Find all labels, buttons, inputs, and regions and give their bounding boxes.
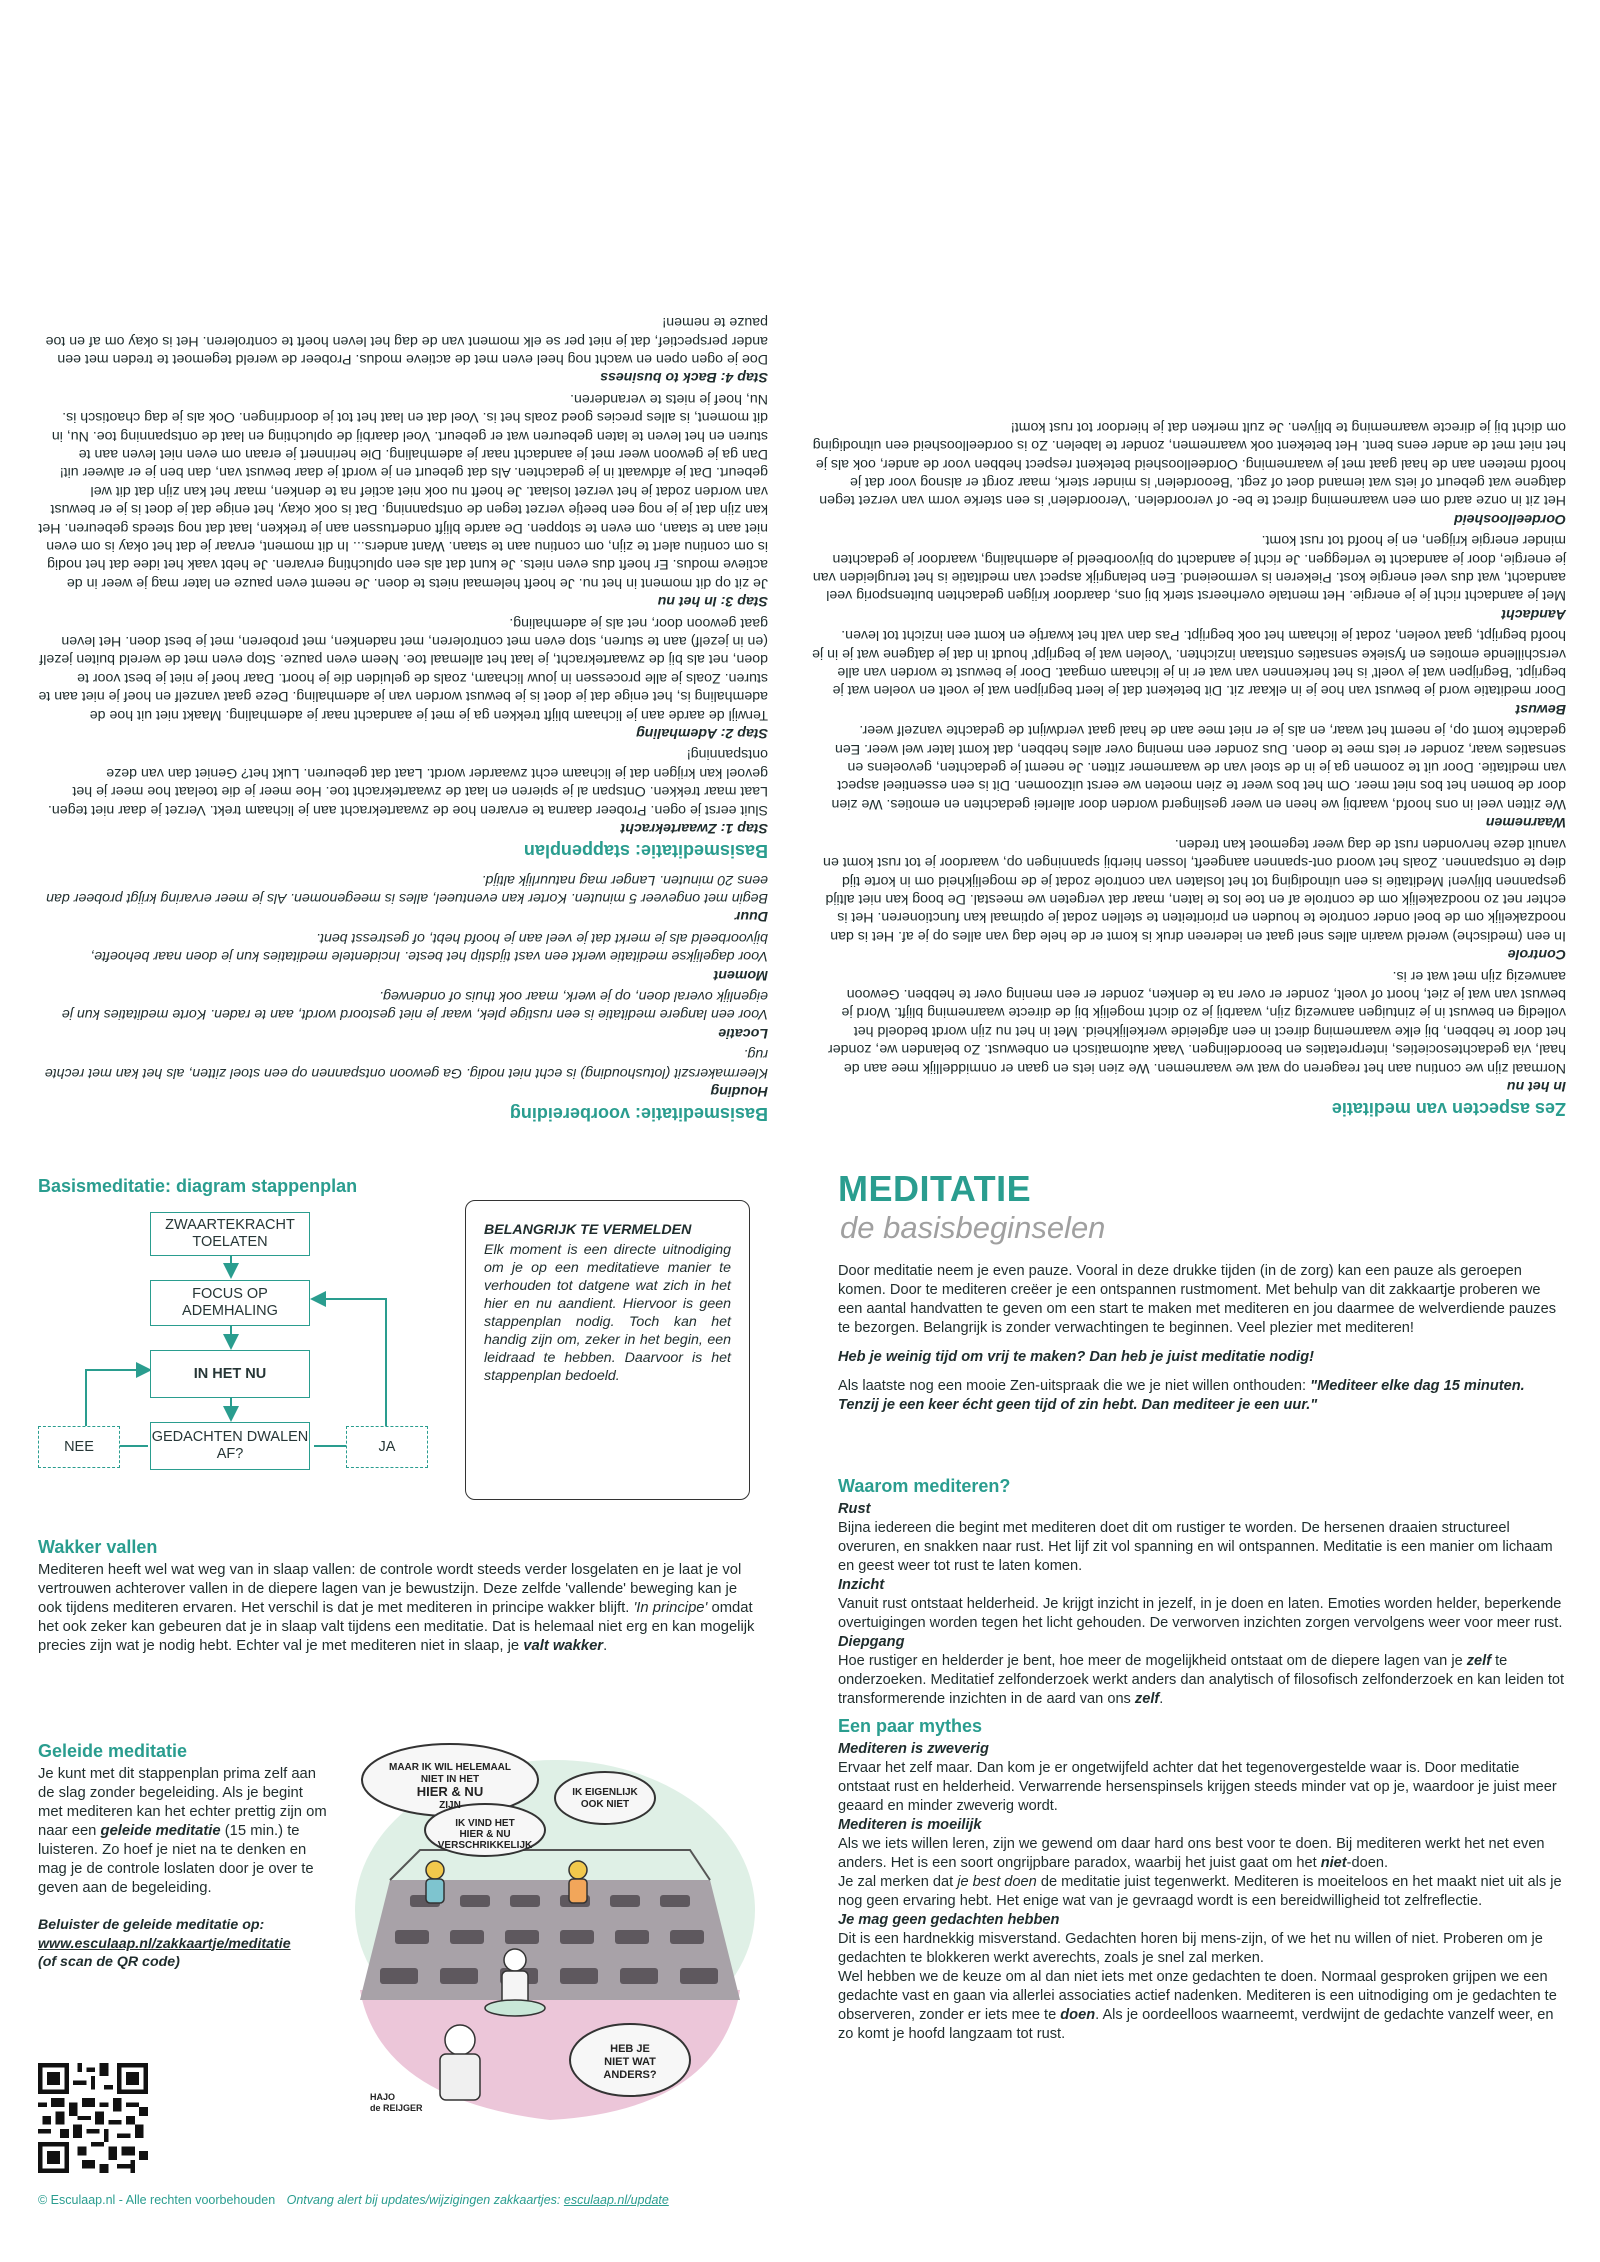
intro-section: [838, 1262, 1568, 1425]
update-link[interactable]: esculaap.nl/update: [563, 2193, 669, 2207]
rust-heading: Rust: [838, 1501, 871, 1517]
box-zwaartekracht: ZWAARTEKRACHT TOELATEN: [150, 1212, 310, 1256]
inzicht-text: Vanuit rust ontstaat helderheid. Je krijgt inzicht in jezelf, in je doen en laten. Emoties worden helder, beperkende overtuigingen worden tegen het licht gehouden. De verworven inzichten zorgen vervolgens weer voor meer rust.: [838, 1596, 1563, 1631]
copyright: © Esculaap.nl - Alle rechten voorbehouden: [38, 2193, 276, 2207]
diagram-title: Basismeditatie: diagram stappenplan: [38, 1176, 358, 1196]
locatie-text: Voor een langere meditatie is een rustige plek, waar je niet gestoord wordt, aan te raden. Korte meditaties kun je eigenlijk overal doen, op je werk, maar ook thuis of onderweg.: [61, 987, 768, 1023]
intro-text: Door meditatie neem je even pauze. Vooral in deze drukke tijden (in de zorg) kan een pauze als geroepen komen. Door te mediteren creëer je een ontspannen rustmoment. Met behulp van dit zakkaartje proberen we een aantal handvatten te geven om een start te maken met mediteren en jou daarmee de welverdiende pauzes te bezorgen. Belangrijk is zonder verwachtingen te beginnen. Veel plezier met mediteren!: [838, 1263, 1556, 1336]
aspect-in-het-nu-heading: In het nu: [1506, 1078, 1566, 1094]
main-subtitle: de basisbeginselen: [840, 1210, 1106, 1245]
main-title: MEDITATIE: [838, 1168, 1032, 1209]
geleide-title: Geleide meditatie: [38, 1741, 188, 1761]
mythe-moeilijk-text-2: Je zal merken dat je best doen de meditatie juist tegenwerkt. Mediteren is moeiteloos en het maakt niet uit als je nog geen ervaring hebt. Het enige wat van je gevraagd wordt is een bereidwilligheid tot zelfreflectie.: [838, 1874, 1562, 1909]
box-ademhaling: FOCUS OP ADEMHALING: [150, 1280, 310, 1326]
geleide-body: Je kunt met dit stappenplan prima zelf aan de slag zonder begeleiding. Als je begint met mediteren kan het echter prettig zijn om naar een geleide meditatie (15 min.) te luisteren. Zo hoef je niet na te denken en mag je de controle loslaten door je over te geven aan de begeleiding.: [38, 1766, 327, 1896]
bubble-3: IK EIGENLIJK: [572, 1787, 638, 1798]
wakker-body: Mediteren heeft wel wat weg van in slaap vallen: de controle wordt steeds verder losgelaten en je laat je vol vertrouwen achterover vallen in de diepere lagen van je bewustzijn. Deze zelfde 'vallende' beweging kan je ook tijdens mediteren ervaren. Het verschil is dat je met mediteren in principe wakker blijft. 'In principe' omdat het ook zeker kan gebeuren dat je in slaap valt tijdens een meditatie. Dat is helemaal niet erg en kan mogelijk precies zijn wat je nodig hebt. Echter val je met mediteren niet in slaap, je valt wakker.: [38, 1562, 755, 1654]
svg-text:VERSCHRIKKELIJK: VERSCHRIKKELIJK: [437, 1840, 533, 1851]
svg-text:HIER & NU: HIER & NU: [459, 1829, 511, 1840]
stap3-text: Je zit op dit moment in het nu. Je hoeft helemaal niets te doen. Je neemt even pauze en later mag je weer in de actieve modus. Er hoeft dus even niets. Je kunt dat als een opluchting ervaren. Je hebt vaak het idee dat het nodig is om continu alert te zijn, om continu aan te staan. Want anders... In dit moment, ervaar je dat het okay is om even niet aan te staan, om even te stoppen. De aarde blijft ondertussen aan je trekken, laat dat nog steeds gebeuren. Het kan zijn dat je je nog een beetje verzet tegen de ontspanning. Dat is ook okay, het enige dat je doet is je er bewust van worden zodat je het verzet loslaat. Je hoeft nu ook niet actief na te denken, maar het kan zijn dat dit wel gebeurt. Dat je afdwaalt in je gedachten. Als dat gebeurt en je wordt je daar bewust van, dan ben je er alweer uit! Dan ga je gewoon weer met je aandacht naar je ademhaling. Die herinnert je eraan om even niet leven aan te sturen en het leven te laten gebeuren wat er gebeurt. Voel daarbij de opluchting en laat de ontspanning toe. Nu, in dit moment, is alles precies goed zoals het is. Voel dat en laat het tot je doordringen. Ook als je dag chaotisch is. Nu, hoef je niets te veranderen.: [38, 390, 768, 591]
mythe-zweverig-heading: Mediteren is zweverig: [838, 1741, 989, 1757]
stap1-heading: Stap 1: Zwaartekracht: [620, 820, 768, 837]
box-in-het-nu: IN HET NU: [150, 1350, 310, 1398]
aspect-aandacht-heading: Aandacht: [1501, 605, 1566, 622]
wakker-section: [38, 1536, 758, 1659]
zes-aspecten-title: Zes aspecten van meditatie: [1331, 1099, 1566, 1119]
box-gedachten: GEDACHTEN DWALEN AF?: [150, 1422, 310, 1470]
svg-text:OOK NIET: OOK NIET: [580, 1799, 630, 1810]
aspect-bewust-text: Door meditatie word je bewust van hoe je in elkaar zit. Dit betekent dat je leert begrijpen wat je voelt en voelen wat je begrijpt. 'Begrijpen wat je voelt' is het herkennen van wat er in je lichaam omgaat. Door je bewust te worden van alle verschillende emoties en fysieke sensaties ontstaan inzichten. 'Voelen wat je begrijpt' houdt in dat je datgene wat je in je hoofd begrijpt, gaat voelen, zodat je lichaam het ook begrijpt. Pas dan valt het kwartje en komt een inzicht tot leven.: [812, 627, 1566, 699]
aspect-waarnemen-text: We zitten veel in ons hoofd, waarbij we heen en weer geslingerd worden door allerlei gedachten en emoties. We zien door de bomen het bos niet meer. Om het bos weer te zien moeten we eerst uitzoomen. Dit is een essentieel aspect van meditatie. Door uit te zoomen ga je in de stoel van de waarnemer zitten. Je neemt je gedachten, gevoelens en sensaties waar, zonder er iets mee te doen. Dus zonder een mening over alles hebben, dat komt later wel weer. Een gedachte komt op, je neemt het waar, en als je er niet mee aan de haal gaat verdwijnt de gedachte vanzelf weer.: [831, 722, 1566, 812]
inzicht-heading: Inzicht: [838, 1577, 885, 1593]
mythe-gedachten-text-1: Dit is een hardnekkig misverstand. Gedachten horen bij mens-zijn, of we het nu willen of niet. Proberen om je gedachten te blokkeren werkt averechts, zoals je snel zal merken.: [838, 1931, 1543, 1966]
mythe-moeilijk-text-1: Als we iets willen leren, zijn we gewend om daar hard ons best voor te doen. Bij mediteren werkt het net even anders. Het is een soort ongrijpbare paradox, waarbij het juist gaat om het niet-doen.: [838, 1836, 1545, 1871]
aspect-controle-heading: Controle: [1507, 946, 1566, 963]
belangrijk-note: [465, 1200, 750, 1500]
duur-text: Begin met ongeveer 5 minuten. Korter kan eventueel, alles is meegenomen. Als je meer ervaring krijgt probeer dan eens 20 minuten. Langer mag natuurlijk altijd.: [46, 871, 768, 906]
bubble-2: IK VIND HET: [455, 1818, 515, 1829]
cartoon-illustration: [340, 1740, 760, 2125]
locatie-heading: Locatie: [718, 1024, 768, 1041]
stappenplan-title: Basismeditatie: stappenplan: [523, 841, 768, 862]
houding-heading: Houding: [710, 1083, 768, 1099]
diepgang-text: Hoe rustiger en helderder je bent, hoe meer de mogelijkheid ontstaat om de diepere lagen van je zelf te onderzoeken. Meditatief zelfonderzoek werkt anders dan analytisch of filosofisch zelfonderzoek en kan leiden tot transformerende inzichten in de aard van ons zelf.: [838, 1653, 1565, 1707]
stap2-heading: Stap 2: Ademhaling: [636, 725, 768, 742]
meditatie-link[interactable]: www.esculaap.nl/zakkaartje/meditatie: [38, 1935, 291, 1952]
voorbereiding-title: Basismeditatie: voorbereiding: [509, 1104, 768, 1124]
aspect-oordeelloosheid-text: Het zit in onze aard om een waarneming direct te be- of veroordelen. 'Veroordelen' is een sterke vorm van verzet tegen datgene wat gebeurt of iets wat iemand doet of zegt. 'Beoordelen' is minder sterk, maar zorgt er alsnog voor dat je hoofd meteen aan de haal gaat met je waarneming. Oordeelloosheid betekent respect hebben voor de ander, ook als je het niet met de ander eens bent. Het betekent ook waarnemen, zonder te labelen. Zo is oordeelloosheid een uitnodiging om dicht bij je directe waarneming te blijven. Je zult merken dat je hierdoor tot rust komt!: [812, 418, 1566, 509]
stap2-text: Terwijl de aarde aan je lichaam blijft trekken ga je met je aandacht naar je ademhaling. Maakt niet uit hoe de ademhaling is, het enige dat je doet is je bewust worden van je ademhaling. Deze gaat vanzelf en hoef je niet aan te sturen. Zoals je alle processen in jouw lichaam, zoals de geluiden die je hoort. Daar hoef je niet je best voor te doen, net als bij de zwaartekracht, je laat het allemaal toe. Neem even pauze. Stop even met de wereld buiten jezelf (en in jezelf) aan te sturen, stop even met controleren, met nadenken, met proberen, met je best doen. Het leven gaat gewoon door, net als je ademhaling.: [38, 614, 768, 723]
svg-text:HIER & NU: HIER & NU: [416, 1784, 484, 1799]
bubble-4: HEB JE: [610, 2043, 650, 2055]
stappenplan-diagram: [38, 1200, 458, 1500]
mythe-gedachten-text-2: Wel hebben we de keuze om al dan niet iets met onze gedachten te doen. Normaal gesproken grijpen we een gedachte vast en gaan via allerlei associaties actief nadenken. Mediteren is een uitnodiging om je gedachten te observeren, zonder er iets mee te doen. Als je oordeelloos waarneemt, verdwijnt de gedachte vanzelf weer, en zo komt je hoofd langzaam tot rust.: [838, 1969, 1557, 2042]
svg-text:NIET WAT: NIET WAT: [604, 2056, 656, 2068]
top-left-panel: [38, 45, 768, 1125]
svg-text:ZIJN: ZIJN: [439, 1800, 461, 1811]
waarom-title: Waarom mediteren?: [838, 1476, 1011, 1496]
stap4-text: Doe je ogen open en wacht nog heel even met de actieve modus. Probeer de wereld tegemoet te treden met een ander perspectief, dat je niet per se elk moment van de dag het leven hoeft te controleren. Het is okay om af en toe pauze te nemen!: [45, 314, 768, 367]
aspect-controle-text: In een (medische) wereld waarin alles snel gaat en iedereen druk is komt er de hele dag van alles op je af. Het is dan noodzakelijk om de boel onder controle te houden en prioriteiten te stellen zodat je optimaal kan functioneren. Het is echter net zo noodzakelijk om de controle af en toe los te laten, maar dat vergeten we meestal. De boog kan niet altijd gespannen blijven! Meditatie is een uitnodiging tot het loslaten van controle zodat je de mogelijkheid om in korte tijd diep te ontspannen. Zoals het woord ont-spannen aangeeft, lossen hierbij spanningen op, waardoor je tot rust komt en vanuit deze hervonden rust de dag weer tegemoet kan treden.: [823, 835, 1566, 944]
svg-text:de REIJGER: de REIJGER: [370, 2103, 423, 2113]
diepgang-heading: Diepgang: [838, 1634, 905, 1650]
houding-text: Kleermakerszit (lotushouding) is echt niet nodig. Ga gewoon ontspannen op een stoel zitten, als het kan met rechte rug.: [44, 1046, 768, 1081]
geleide-section: [38, 1740, 328, 1975]
waarom-section: [838, 1475, 1568, 2044]
stap4-heading: Stap 4: Back to business: [600, 369, 768, 386]
aspect-oordeelloosheid-heading: Oordeelloosheid: [1454, 510, 1566, 527]
aspect-aandacht-text: Met je aandacht richt je je energie. Het mentale overheerst sterk bij ons, daardoor krijgen gedachten buitensporig veel aandacht, wat dus veel energie kost. Piekeren is vermoeiend. Een belangrijk aspect van meditatie is het terugleiden van je energie, door je aandacht te verleggen. Je richt je aandacht op bijvoorbeeld je ademhaling, waardoor je gedachten minder energie krijgen, en je hoofd tot rust komt.: [812, 532, 1566, 604]
aspect-bewust-heading: Bewust: [1515, 700, 1566, 717]
mythe-gedachten-heading: Je mag geen gedachten hebben: [838, 1912, 1060, 1928]
aspect-waarnemen-heading: Waarnemen: [1485, 814, 1566, 831]
mythe-moeilijk-heading: Mediteren is moeilijk: [838, 1817, 982, 1833]
svg-text:ANDERS?: ANDERS?: [603, 2069, 657, 2081]
moment-heading: Moment: [713, 966, 768, 983]
duur-heading: Duur: [734, 908, 768, 925]
wakker-title: Wakker vallen: [38, 1537, 158, 1557]
box-ja: JA: [346, 1426, 428, 1468]
stap3-heading: Stap 3: In het nu: [657, 593, 768, 610]
update-alert-text: Ontvang alert bij updates/wijzigingen zakkaartjes:: [286, 2193, 561, 2207]
svg-text:NIET IN HET: NIET IN HET: [420, 1774, 480, 1785]
cartoon-signature: HAJO: [370, 2092, 396, 2102]
aspect-in-het-nu-text: Normaal zijn we continu aan het reageren op wat we waarnemen. We zien iets en gaan er onmiddellijk mee aan de haal, via gedachtesocieties, interpretaties en beoordelingen. Vaak automatisch en onbewust. Zo belanden we, zonder het door te hebben, bij elke waarneming direct in een afgeleide werkelijkheid. Met in het nu zijn wordt bedoeld het volledig en bewust in je zintuigen aanwezig zijn, waarbij je zo dicht mogelijk bij de directe waarneming blijft. Word je bewust van wat je ziet, hoort of voelt, zonder er over na te denken, zonder er een mening over te hebben. Gewoon aanwezig zijn met wat er is.: [828, 967, 1566, 1076]
mythes-title: Een paar mythes: [838, 1716, 983, 1736]
moment-text: Voor dagelijkse meditatie werkt een vast tijdstip het beste. Incidentele meditaties kun je doen naar behoefte, bijvoorbeeld als je merkt dat je veel aan je hoofd hebt, of gestresst bent.: [90, 929, 768, 965]
rust-text: Bijna iedereen die begint met mediteren doet dit om rustiger te worden. De hersenen draaien structureel overuren, en snakken naar rust. Het lijf zit vol spanning en wil ontspannen. Meditatie is een manier om lichaam en geest weer tot rust te laten komen.: [838, 1520, 1553, 1574]
note-title: BELANGRIJK TE VERMELDEN: [484, 1222, 692, 1238]
mythe-zweverig-text: Ervaar het zelf maar. Dan kom je er ongetwijfeld achter dat het tegenovergestelde waar is. Door meditatie ontstaat rust en helderheid. Verwarrende hersenspinsels krijgen steeds minder vat op je, waardoor je juist meer geaard en minder zweverig wordt.: [838, 1760, 1557, 1814]
note-body: Elk moment is een directe uitnodiging om je op een meditatieve manier te verhouden tot datgene wat zich in het hier en nu aandient. Hiervoor is geen stappenplan nodig. Toch kan het handig zijn om, zeker in het begin, een leidraad te hebben. Daarvoor is het stappenplan bedoeld.: [484, 1242, 731, 1384]
zen-quote: Als laatste nog een mooie Zen-uitspraak die we je niet willen onthouden: "Mediteer elke dag 15 minuten. Tenzij je een keer écht geen tijd of zin hebt. Dan mediteer je een uur.": [838, 1378, 1525, 1413]
intro-highlight: Heb je weinig tijd om vrij te maken? Dan heb je juist meditatie nodig!: [838, 1349, 1314, 1365]
geleide-cta: Beluister de geleide meditatie op: www.esculaap.nl/zakkaartje/meditatie (of scan de QR code): [38, 1917, 291, 1970]
box-nee: NEE: [38, 1426, 120, 1468]
footer: [38, 2193, 669, 2207]
bubble-1: MAAR IK WIL HELEMAAL: [388, 1762, 512, 1773]
qr-code[interactable]: [38, 2063, 148, 2173]
stap1-text: Sluit eerst je ogen. Probeer daarna te ervaren hoe de zwaartekracht aan je lichaam trekt. Verzet je daar niet tegen. Laat maar trekken. Ontspan al je spieren en laat de zwaartekracht toe. Hoe meer je die toelaat hoe meer je het gevoel kan krijgen dat je lichaam echt zwaarder wordt. Laat dat gebeuren. Lukt het? Geniet dan van deze ontspanning!: [47, 746, 768, 818]
top-right-panel: [812, 30, 1566, 1120]
